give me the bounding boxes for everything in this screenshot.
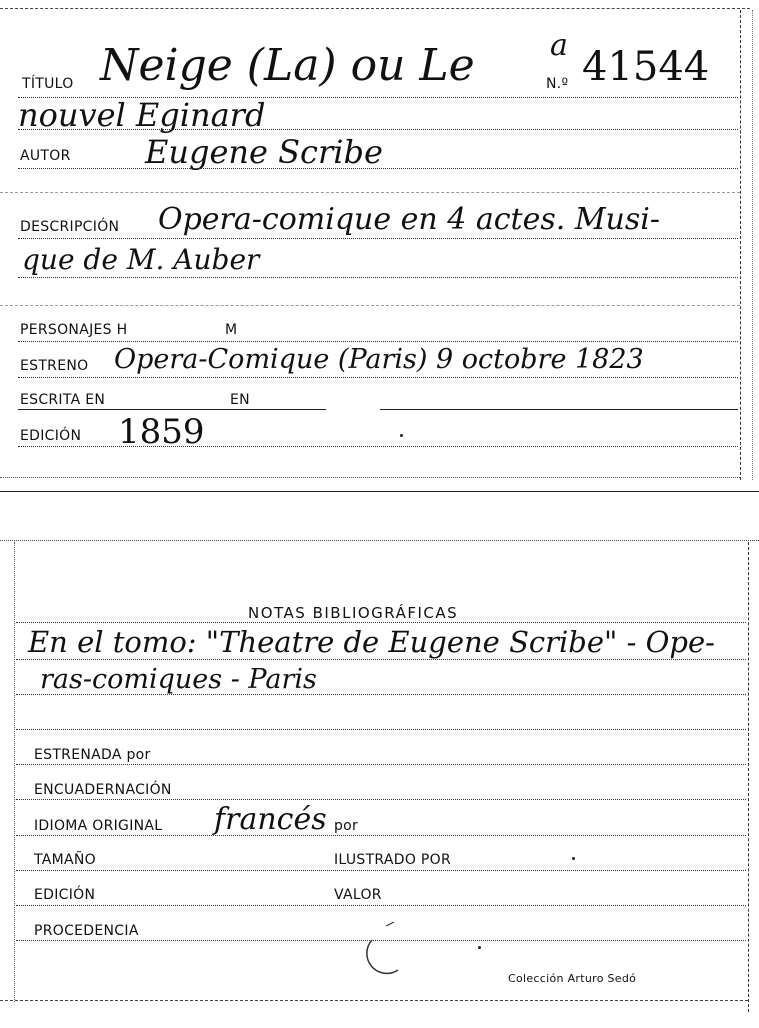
rule <box>0 305 740 306</box>
notes-value-cont: ras-comiques - Paris <box>40 664 317 695</box>
rule <box>0 477 740 478</box>
card-right-edge <box>748 542 749 1012</box>
card-right-edge <box>740 10 741 480</box>
descripcion-label: DESCRIPCIÓN <box>20 219 120 235</box>
titulo-value: Neige (La) ou Le <box>100 40 475 91</box>
descripcion-value: Opera-comique en 4 actes. Musi- <box>158 202 661 237</box>
card-top-edge <box>0 8 750 9</box>
encuadernacion-label: ENCUADERNACIÓN <box>34 782 172 798</box>
card-right-edge-outer <box>752 10 753 480</box>
valor-label: VALOR <box>334 887 382 903</box>
rule <box>18 277 738 278</box>
titulo-value-cont: nouvel Eginard <box>18 96 266 134</box>
rule <box>16 694 746 695</box>
rule <box>16 799 746 800</box>
card-top-edge <box>0 540 759 541</box>
rule <box>16 764 746 765</box>
descripcion-value-cont: que de M. Auber <box>22 243 260 276</box>
escrita-en-label: EN <box>230 392 250 408</box>
stamp-ring <box>358 920 418 976</box>
rule <box>16 729 746 730</box>
rule <box>18 168 738 169</box>
rule <box>18 446 738 447</box>
edicion-label: EDICIÓN <box>34 887 96 903</box>
rule <box>16 870 746 871</box>
card-bottom-edge <box>0 491 759 492</box>
rule <box>18 377 738 378</box>
idioma-label: IDIOMA ORIGINAL <box>34 818 163 834</box>
estrenada-label: ESTRENADA por <box>34 747 151 763</box>
rule <box>16 905 746 906</box>
rule <box>380 409 738 410</box>
ink-speck <box>572 857 575 860</box>
card-left-edge <box>14 542 15 1002</box>
catalog-card-top <box>0 0 759 495</box>
ink-speck <box>400 434 403 437</box>
idioma-por-label: por <box>334 818 359 834</box>
rule <box>16 835 746 836</box>
personajes-m-label: M <box>225 322 238 338</box>
rule <box>18 409 326 410</box>
autor-label: AUTOR <box>20 148 71 164</box>
edicion-value: 1859 <box>118 412 205 452</box>
escrita-label: ESCRITA EN <box>20 392 106 408</box>
tamano-label: TAMAÑO <box>34 852 96 868</box>
rule <box>16 659 746 660</box>
ilustrado-label: ILUSTRADO POR <box>334 852 451 868</box>
ink-speck <box>478 946 481 949</box>
numero-superscript: a <box>550 28 568 63</box>
edicion-label: EDICIÓN <box>20 428 82 444</box>
personajes-label: PERSONAJES H <box>20 322 128 338</box>
estreno-value: Opera-Comique (Paris) 9 octobre 1823 <box>114 344 644 375</box>
autor-value: Eugene Scribe <box>145 133 383 171</box>
rule <box>0 192 740 193</box>
notas-heading: NOTAS BIBLIOGRÁFICAS <box>248 604 459 622</box>
titulo-label: TÍTULO <box>22 76 74 92</box>
estreno-label: ESTRENO <box>20 358 89 374</box>
rule <box>16 622 746 623</box>
numero-value: 41544 <box>582 44 710 90</box>
idioma-value: francés <box>214 802 327 837</box>
rule <box>18 341 738 342</box>
procedencia-label: PROCEDENCIA <box>34 923 139 939</box>
card-bottom-edge <box>0 1000 748 1001</box>
numero-label: N.º <box>546 76 569 92</box>
rule <box>18 238 738 239</box>
catalog-card-bottom <box>0 500 759 1028</box>
rule <box>18 129 738 130</box>
notes-value: En el tomo: "Theatre de Eugene Scribe" - Ope- <box>28 625 715 659</box>
coleccion-label: Colección Arturo Sedó <box>508 972 637 985</box>
